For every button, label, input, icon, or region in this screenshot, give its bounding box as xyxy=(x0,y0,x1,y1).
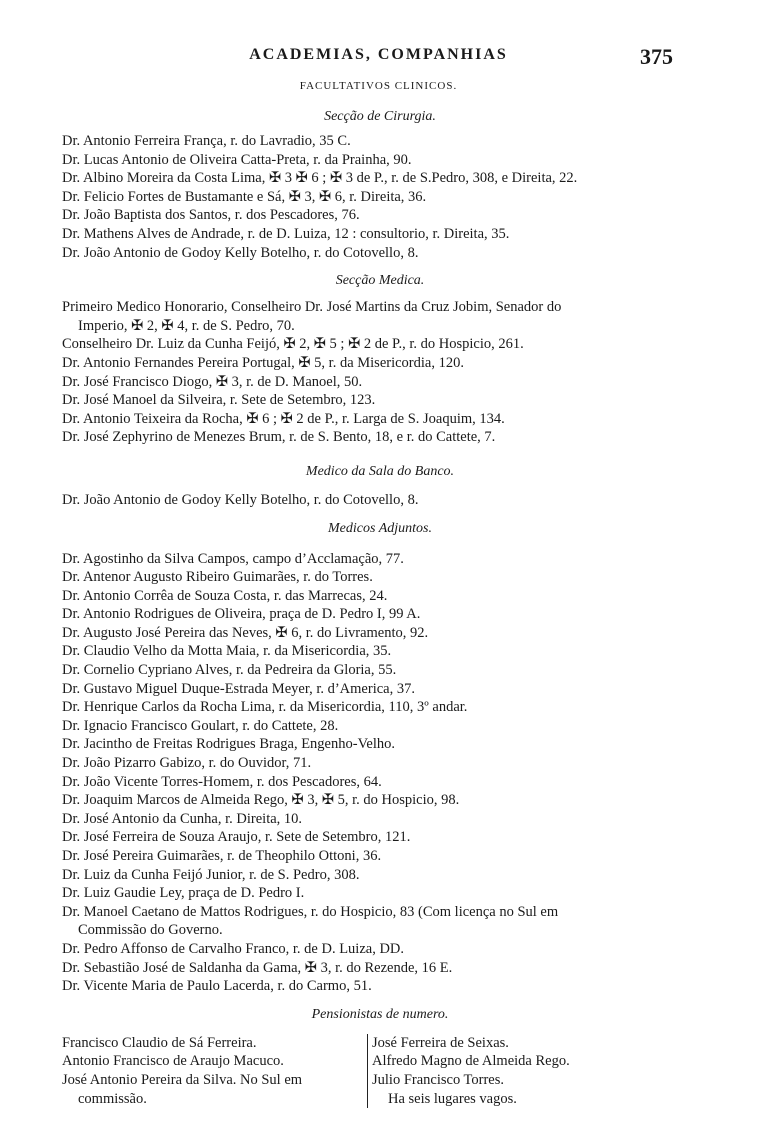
list-item: Dr. Lucas Antonio de Oliveira Catta-Preta, r. da Prainha, 90. xyxy=(62,151,412,168)
list-item: Dr. José Zephyrino de Menezes Brum, r. de S. Bento, 18, e r. do Cattete, 7. xyxy=(62,429,496,446)
list-item: Dr. José Francisco Diogo, ✠ 3, r. de D. Manoel, 50. xyxy=(62,373,363,390)
list-item-line: Dr. Manoel Caetano de Mattos Rodrigues, r. do Hospicio, 83 (Com licença no Sul em xyxy=(62,903,559,920)
list-item: Dr. Gustavo Miguel Duque-Estrada Meyer, r. d’America, 37. xyxy=(62,680,415,697)
list-item: Francisco Claudio de Sá Ferreira. xyxy=(62,1034,257,1051)
list-item: Dr. Sebastião José de Saldanha da Gama, ✠ 3, r. do Rezende, 16 E. xyxy=(62,959,453,976)
list-item: Dr. Antonio Ferreira França, r. do Lavradio, 35 C. xyxy=(62,133,351,149)
list-item: Dr. Antonio Corrêa de Souza Costa, r. das Marrecas, 24. xyxy=(62,587,388,604)
list-item: Alfredo Magno de Almeida Rego. xyxy=(372,1053,570,1070)
list-item xyxy=(62,298,698,335)
list-item: Dr. Ignacio Francisco Goulart, r. do Cattete, 28. xyxy=(62,717,339,734)
page-number: 375 xyxy=(640,44,673,69)
section-title-pensionistas: Pensionistas de numero. xyxy=(311,1006,449,1022)
list-item: Dr. João Vicente Torres-Homem, r. dos Pescadores, 64. xyxy=(62,773,382,790)
section-title-sala-banco: Medico da Sala do Banco. xyxy=(305,463,455,479)
adjuntos-list xyxy=(62,550,698,996)
list-item: Ha seis lugares vagos. xyxy=(388,1090,517,1107)
list-item: Dr. Antonio Teixeira da Rocha, ✠ 6 ; ✠ 2 de P., r. Larga de S. Joaquim, 134. xyxy=(62,410,505,427)
list-item: Dr. Mathens Alves de Andrade, r. de D. Luiza, 12 : consultorio, r. Direita, 35. xyxy=(62,225,510,242)
list-item: Dr. José Manoel da Silveira, r. Sete de Setembro, 123. xyxy=(62,392,376,409)
list-item: Dr. Cornelio Cypriano Alves, r. da Pedreira da Gloria, 55. xyxy=(62,662,397,679)
list-item: Dr. João Baptista dos Santos, r. dos Pescadores, 76. xyxy=(62,207,360,224)
list-item: Dr. Luiz da Cunha Feijó Junior, r. de S. Pedro, 308. xyxy=(62,866,360,883)
list-item: Dr. Claudio Velho da Motta Maia, r. da Misericordia, 35. xyxy=(62,643,392,660)
medica-list xyxy=(62,298,698,447)
cirurgia-list xyxy=(62,132,698,262)
list-item: Dr. Jacintho de Freitas Rodrigues Braga, Engenho-Velho. xyxy=(62,736,396,753)
list-item-continuation: Imperio, ✠ 2, ✠ 4, r. de S. Pedro, 70. xyxy=(78,317,295,334)
section-title-adjuntos: Medicos Adjuntos. xyxy=(328,520,432,536)
page-header xyxy=(0,44,757,70)
pensionistas-columns xyxy=(62,1034,702,1108)
list-item: Dr. João Antonio de Godoy Kelly Botelho, r. do Cotovello, 8. xyxy=(62,491,419,508)
list-item: Dr. José Pereira Guimarães, r. de Theophilo Ottoni, 36. xyxy=(62,848,382,864)
list-item: Dr. Albino Moreira da Costa Lima, ✠ 3 ✠ 6 ; ✠ 3 de P., r. de S.Pedro, 308, e Direita, 22. xyxy=(62,170,578,187)
list-item xyxy=(62,903,698,940)
page-subtitle: FACULTATIVOS CLINICOS. xyxy=(299,80,458,92)
list-item: Dr. Henrique Carlos da Rocha Lima, r. da Misericordia, 110, 3º andar. xyxy=(62,699,468,716)
list-item: Dr. Vicente Maria de Paulo Lacerda, r. do Carmo, 51. xyxy=(62,978,372,995)
list-item: Conselheiro Dr. Luiz da Cunha Feijó, ✠ 2, ✠ 5 ; ✠ 2 de P., r. do Hospicio, 261. xyxy=(62,336,524,353)
list-item-continuation: commissão. xyxy=(78,1090,147,1107)
list-item: Dr. Agostinho da Silva Campos, campo d’Acclamação, 77. xyxy=(62,550,404,567)
running-title: ACADEMIAS, COMPANHIAS xyxy=(249,46,508,63)
list-item: Dr. José Ferreira de Souza Araujo, r. Sete de Setembro, 121. xyxy=(62,829,411,846)
list-item-line: Primeiro Medico Honorario, Conselheiro Dr. José Martins da Cruz Jobim, Senador do xyxy=(62,299,562,316)
section-title-cirurgia: Secção de Cirurgia. xyxy=(324,109,436,124)
list-item: Antonio Francisco de Araujo Macuco. xyxy=(62,1053,284,1070)
list-item: Dr. Pedro Affonso de Carvalho Franco, r. de D. Luiza, DD. xyxy=(62,940,405,957)
section-title-medica: Secção Medica. xyxy=(335,273,425,289)
pensionistas-left-column xyxy=(62,1034,367,1108)
list-item: Dr. Luiz Gaudie Ley, praça de D. Pedro I. xyxy=(62,885,305,902)
list-item: Dr. José Antonio da Cunha, r. Direita, 10. xyxy=(62,810,303,827)
list-item: Dr. João Antonio de Godoy Kelly Botelho, r. do Cotovello, 8. xyxy=(62,244,419,261)
list-item: José Antonio Pereira da Silva. No Sul em xyxy=(62,1071,303,1088)
list-item: Julio Francisco Torres. xyxy=(372,1071,505,1088)
list-item: Dr. Antonio Rodrigues de Oliveira, praça de D. Pedro I, 99 A. xyxy=(62,606,421,623)
list-item: Dr. Augusto José Pereira das Neves, ✠ 6, r. do Livramento, 92. xyxy=(62,624,429,641)
pensionistas-right-column xyxy=(367,1034,702,1108)
sala-banco-list xyxy=(62,491,698,510)
list-item: José Ferreira de Seixas. xyxy=(372,1034,509,1051)
list-item: Dr. Felicio Fortes de Bustamante e Sá, ✠ 3, ✠ 6, r. Direita, 36. xyxy=(62,188,427,205)
page-body xyxy=(62,106,698,1108)
list-item: Dr. Joaquim Marcos de Almeida Rego, ✠ 3, ✠ 5, r. do Hospicio, 98. xyxy=(62,792,460,809)
list-item: Dr. Antonio Fernandes Pereira Portugal, ✠ 5, r. da Misericordia, 120. xyxy=(62,354,464,371)
list-item: Dr. João Pizarro Gabizo, r. do Ouvidor, 71. xyxy=(62,755,312,772)
list-item-continuation: Commissão do Governo. xyxy=(78,922,223,939)
list-item: Dr. Antenor Augusto Ribeiro Guimarães, r. do Torres. xyxy=(62,569,373,586)
